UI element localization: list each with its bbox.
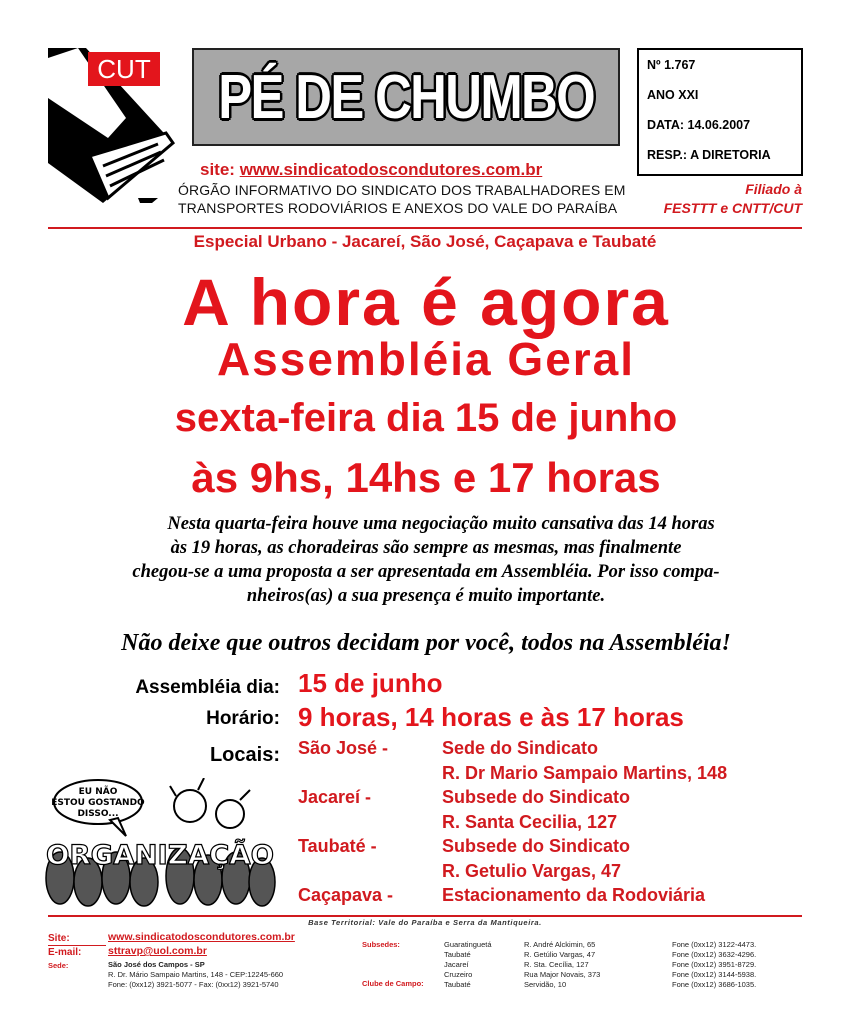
body-line: às 19 horas, as choradeiras são sempre as mesmas, mas finalmente <box>170 538 682 558</box>
footer-sede-address: R. Dr. Mário Sampaio Martins, 148 - CEP:12245-660 <box>108 970 284 979</box>
subsede-phone: Fone (0xx12) 3144-5938. <box>672 970 757 979</box>
site-link[interactable]: www.sindicatodoscondutores.com.br <box>239 160 543 179</box>
issue-year: ANO XXI <box>647 88 699 102</box>
issue-responsible: RESP.: A DIRETORIA <box>647 148 771 162</box>
headline-times: às 9hs, 14hs e 17 horas <box>191 454 661 501</box>
subsede-address: R. Getúlio Vargas, 47 <box>524 950 596 959</box>
affiliation <box>650 180 802 218</box>
footer-sede-phone: Fone: (0xx12) 3921-5077 - Fax: (0xx12) 3921-5740 <box>108 980 279 989</box>
body-line: chegou-se a uma proposta a ser apresentada em Assembléia. Por isso compa- <box>132 562 720 582</box>
organization-description <box>178 181 638 217</box>
location-place: Sede do Sindicato <box>442 738 599 758</box>
cartoon-illustration <box>40 778 280 908</box>
site-prefix: site: <box>200 160 240 179</box>
body-line: Nesta quarta-feira houve uma negociação muito cansativa das 14 horas <box>167 514 715 534</box>
location-city: Caçapava - <box>298 885 394 905</box>
bottom-divider <box>48 915 802 917</box>
org-line-2: TRANSPORTES RODOVIÁRIOS E ANEXOS DO VALE DO PARAÍBA <box>178 200 618 216</box>
locations-label: Locais: <box>209 744 280 766</box>
top-divider <box>48 227 802 229</box>
org-line-1: ÓRGÃO INFORMATIVO DO SINDICATO DOS TRABALHADORES EM <box>178 182 626 198</box>
body-line: nheiros(as) a sua presença é muito importante. <box>246 586 606 606</box>
location-place: Estacionamento da Rodoviária <box>442 885 706 905</box>
special-edition-subtitle: Especial Urbano - Jacareí, São José, Caçapava e Taubaté <box>193 232 657 251</box>
subsede-address: R. André Alckimin, 65 <box>524 940 596 949</box>
masthead-site <box>200 160 630 180</box>
subsede-city: Guaratinguetá <box>444 940 492 949</box>
headline-date: sexta-feira dia 15 de junho <box>174 396 678 440</box>
workers-cartoon <box>40 778 280 908</box>
newspaper-title: PÉ DE CHUMBO <box>218 62 594 132</box>
slogan: Não deixe que outros decidam por você, todos na Assembléia! <box>121 630 731 656</box>
subsede-city: Taubaté <box>444 950 471 959</box>
subsede-phone: Fone (0xx12) 3686-1035. <box>672 980 757 989</box>
footer-sede-city: São José dos Campos - SP <box>108 960 205 969</box>
location-address: R. Santa Cecilia, 127 <box>442 812 618 832</box>
assembly-time-label: Horário: <box>206 708 280 729</box>
footer-clube-label: Clube de Campo: <box>362 979 424 988</box>
footer-email-link[interactable]: sttravp@uol.com.br <box>108 945 207 957</box>
subsede-phone: Fone (0xx12) 3122-4473. <box>672 940 757 949</box>
subsede-city: Jacareí <box>444 960 469 969</box>
assembly-date-label: Assembléia dia: <box>135 677 280 698</box>
location-place: Subsede do Sindicato <box>442 787 631 807</box>
body-paragraph <box>40 512 812 608</box>
cartoon-speech-1: EU NÃO <box>78 787 118 797</box>
subsede-city: Cruzeiro <box>444 970 473 979</box>
cartoon-speech-2: ESTOU GOSTANDO <box>51 798 145 808</box>
subsede-phone: Fone (0xx12) 3632-4296. <box>672 950 757 959</box>
newspaper-title-box <box>192 48 620 146</box>
cartoon-speech-3: DISSO... <box>77 809 119 819</box>
headline-main: A hora é agora <box>182 265 670 339</box>
issue-date: DATA: 14.06.2007 <box>647 118 751 132</box>
subsede-city: Taubaté <box>444 980 471 989</box>
location-address: R. Dr Mario Sampaio Martins, 148 <box>442 763 728 783</box>
cut-logo-label: CUT <box>88 52 160 86</box>
footer-site-link[interactable]: www.sindicatodoscondutores.com.br <box>108 931 295 943</box>
assembly-date-value: 15 de junho <box>298 668 443 698</box>
cartoon-banner: ORGANIZAÇÃO <box>46 840 270 871</box>
footer-subsedes-label: Subsedes: <box>362 940 400 949</box>
location-city: Taubaté - <box>298 836 377 856</box>
assembly-time-value: 9 horas, 14 horas e às 17 horas <box>298 702 684 732</box>
subsede-address: R. Sta. Cecília, 127 <box>524 960 589 969</box>
subsede-address: Servidão, 10 <box>524 980 567 989</box>
footer-site-label: Site: <box>48 933 70 944</box>
location-address: R. Getulio Vargas, 47 <box>442 861 622 881</box>
affiliation-line-1: Filiado à <box>745 181 802 197</box>
subsede-phone: Fone (0xx12) 3951-8729. <box>672 960 757 969</box>
location-place: Subsede do Sindicato <box>442 836 631 856</box>
issue-number: Nº 1.767 <box>647 58 696 72</box>
footer-sede-label: Sede: <box>48 961 69 970</box>
location-city: São José - <box>298 738 389 758</box>
territory-line: Base Territorial: Vale do Paraíba e Serra da Mantiqueira. <box>308 918 542 927</box>
footer-site-underline <box>48 945 106 946</box>
subsede-address: Rua Major Novais, 373 <box>524 970 601 979</box>
location-city: Jacareí - <box>298 787 372 807</box>
affiliation-line-2: FESTTT e CNTT/CUT <box>663 200 802 216</box>
headline-assembly: Assembléia Geral <box>216 333 636 385</box>
cut-logo <box>48 48 183 203</box>
issue-info-box <box>637 48 803 176</box>
footer-email-label: E-mail: <box>48 947 82 958</box>
